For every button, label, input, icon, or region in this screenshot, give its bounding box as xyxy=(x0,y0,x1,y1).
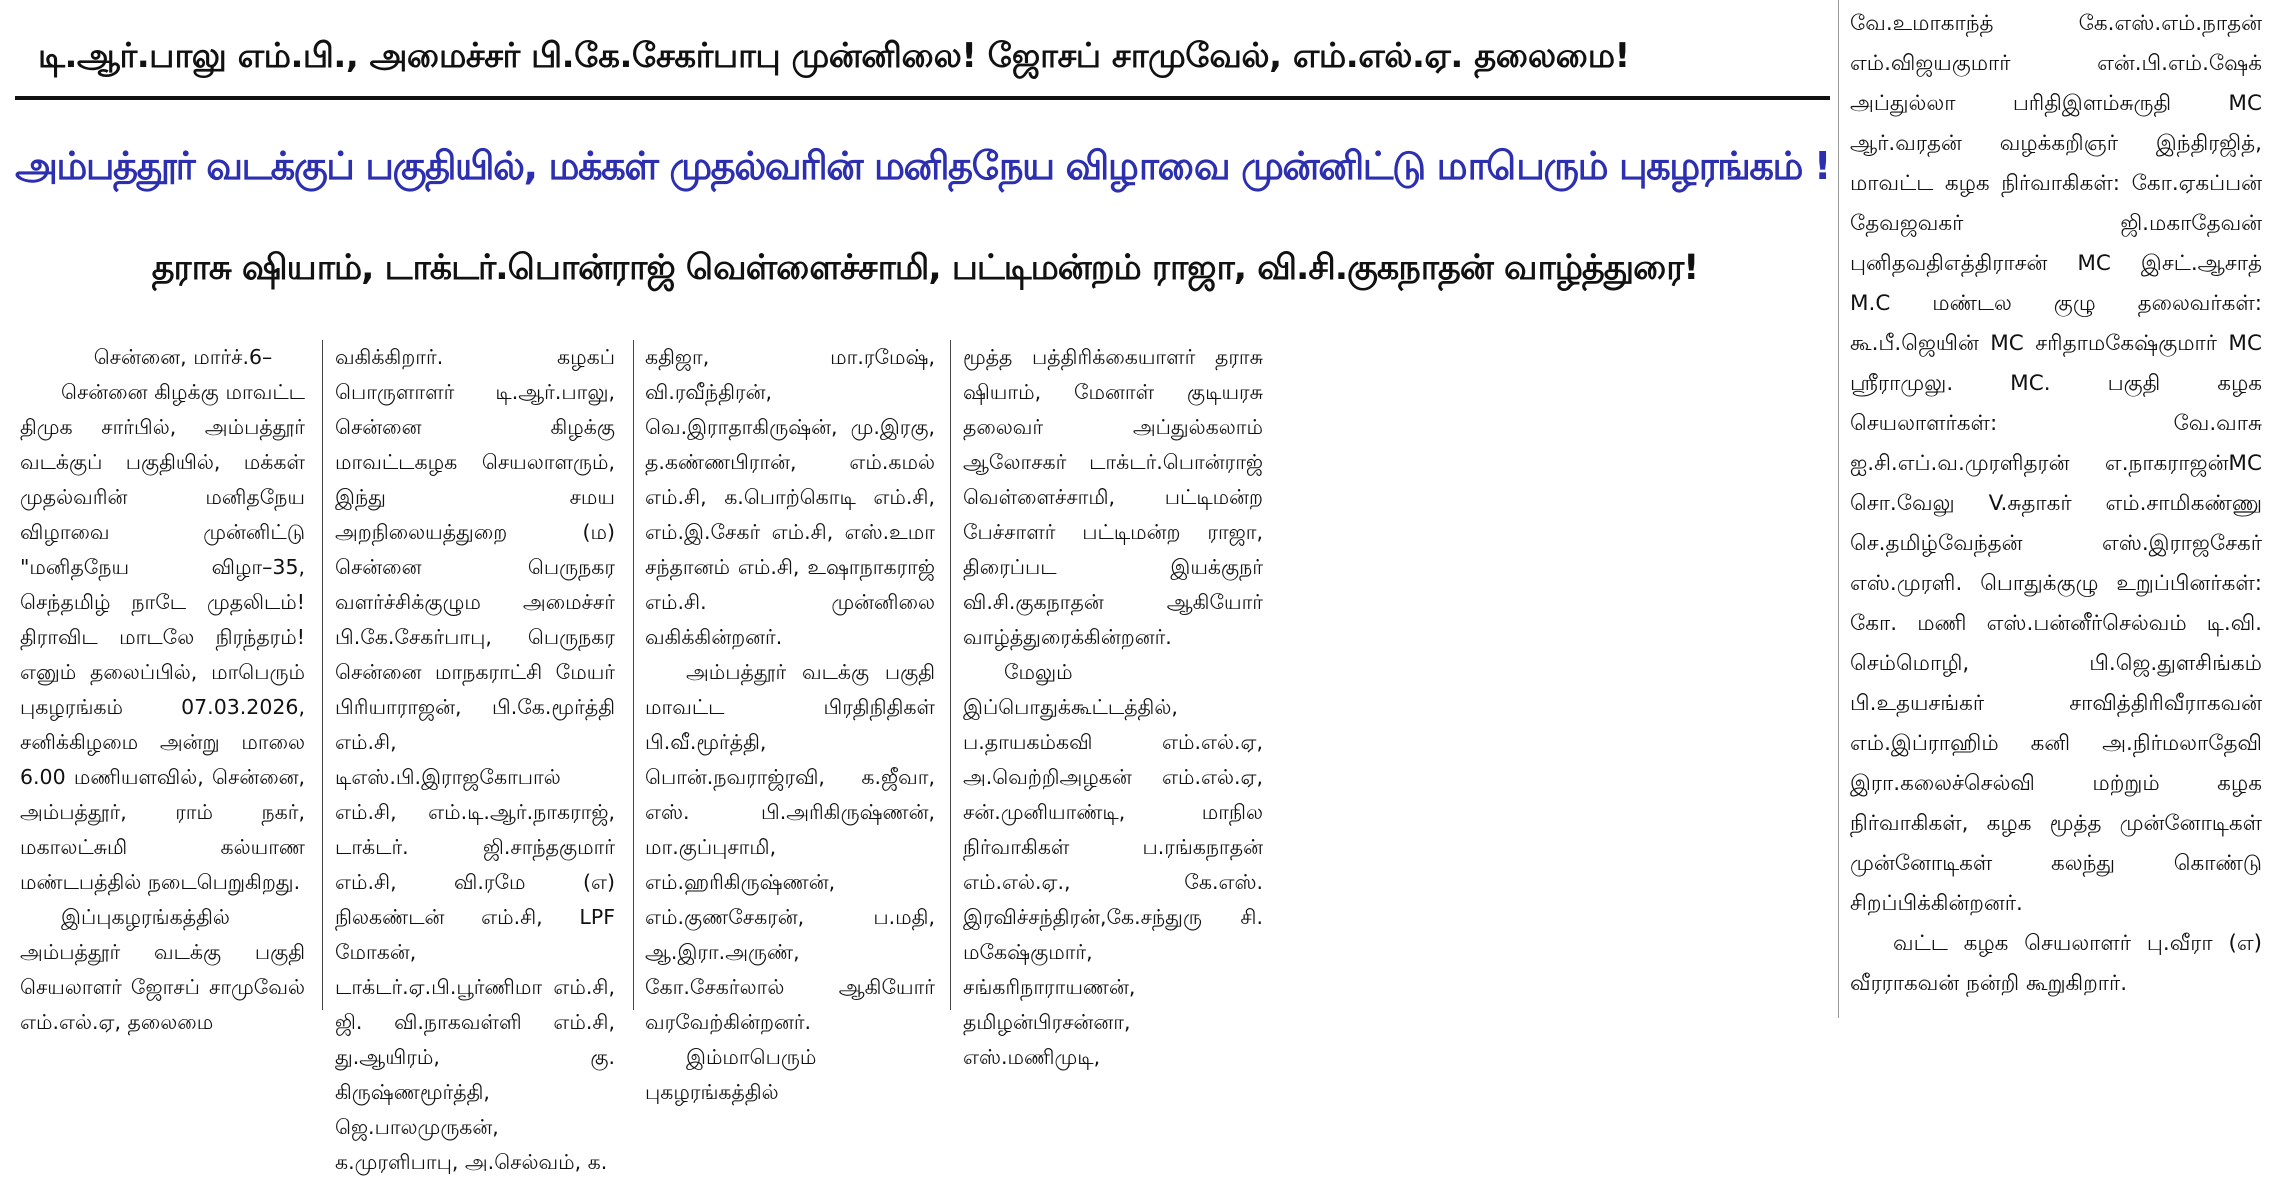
paragraph: கதிஜா, மா.ரமேஷ், வி.ரவீந்திரன், வெ.இராதாகிருஷ்ன், மு.இரகு, த.கண்ணபிரான், எம்.கமல் எம்.சி, க.பொற்கொடி எம்.சி, எம்.இ.சேகர் எம்.சி, எஸ்.உமா சந்தானம் எம்.சி, உஷாநாகராஜ் எம்.சி. முன்னிலை வகிக்கின்றனர். xyxy=(645,345,935,649)
paragraph: வட்ட கழக செயலாளர் பு.வீரா (எ) வீரராகவன் நன்றி கூறுகிறார். xyxy=(1850,931,2262,996)
sidebar-divider xyxy=(1838,0,1839,1018)
article-column-4 xyxy=(963,340,1263,1069)
paragraph: வகிக்கிறார். கழகப் பொருளாளர் டி.ஆர்.பாலு, சென்னை கிழக்கு மாவட்டகழக செயலாளரும், இந்து சமய அறநிலையத்துறை (ம) சென்னை பெருநகர வளர்ச்சிக்குழும அமைச்சர் பி.கே.சேகர்பாபு, பெருநகர சென்னை மாநகராட்சி மேயர் பிரியாராஜன், பி.கே.மூர்த்தி எம்.சி, டிஎஸ்.பி.இராஜகோபால் எம்.சி, எம்.டி.ஆர்.நாகராஜ், டாக்டர். ஜி.சாந்தகுமார் எம்.சி, வி.ரமே (எ) நிலகண்டன் எம்.சி, LPF மோகன், டாக்டர்.ஏ.பி.பூர்ணிமா எம்.சி, ஜி. வி.நாகவள்ளி எம்.சி, து.ஆயிரம், கு. கிருஷ்ணமூர்த்தி, ஜெ.பாலமுருகன், க.முரளிபாபு, அ.செல்வம், க. xyxy=(335,345,615,1174)
headline-main: அம்பத்தூர் வடக்குப் பகுதியில், மக்கள் முதல்வரின் மனிதநேய விழாவை முன்னிட்டு மாபெரும் புகழரங்கம் ! xyxy=(15,144,1830,189)
article-column-2 xyxy=(335,340,615,1174)
article-column-1 xyxy=(20,340,305,1034)
headline-top: டி.ஆர்.பாலு எம்.பி., அமைச்சர் பி.கே.சேகர்பாபு முன்னிலை! ஜோசப் சாமுவேல், எம்.எல்.ஏ. தலைமை! xyxy=(38,36,1630,76)
column-divider xyxy=(322,340,323,1010)
dateline: சென்னை, மார்ச்.6– xyxy=(93,345,273,369)
sidebar-column xyxy=(1850,4,2262,1009)
paragraph: மேலும் இப்பொதுக்கூட்டத்தில், ப.தாயகம்கவி எம்.எல்.ஏ, அ.வெற்றிஅழகன் எம்.எல்.ஏ, சன்.முனியாண்டி, மாநில நிர்வாகிகள் ப.ரங்கநாதன் எம்.எல்.ஏ., கே.எஸ். இரவிச்சந்திரன்,கே.சந்துரு சி. மகேஷ்குமார், சங்கரிநாராயணன், தமிழன்பிரசன்னா, எஸ்.மணிமுடி, xyxy=(963,660,1263,1069)
paragraph: இப்புகழரங்கத்தில் அம்பத்தூர் வடக்கு பகுதி செயலாளர் ஜோசப் சாமுவேல் எம்.எல்.ஏ, தலைமை xyxy=(20,905,305,1034)
article-column-3 xyxy=(645,340,935,1104)
headline-sub: தராசு ஷியாம், டாக்டர்.பொன்ராஜ் வெள்ளைச்சாமி, பட்டிமன்றம் ராஜா, வி.சி.குகநாதன் வாழ்த்துரை! xyxy=(151,248,1699,288)
paragraph: சென்னை கிழக்கு மாவட்ட திமுக சார்பில், அம்பத்தூர் வடக்குப் பகுதியில், மக்கள் முதல்வரின் மனிதநேய விழாவை முன்னிட்டு "மனிதநேய விழா–35, செந்தமிழ் நாடே முதலிடம்! திராவிட மாடலே நிரந்தரம்! எனும் தலைப்பில், மாபெரும் புகழரங்கம் 07.03.2026, சனிக்கிழமை அன்று மாலை 6.00 மணியளவில், சென்னை, அம்பத்தூர், ராம் நகர், மகாலட்சுமி கல்யாண மண்டபத்தில் நடைபெறுகிறது. xyxy=(20,380,305,894)
column-divider xyxy=(633,340,634,1010)
column-divider xyxy=(950,340,951,1010)
paragraph: அம்பத்தூர் வடக்கு பகுதி மாவட்ட பிரதிநிதிகள் பி.வீ.மூர்த்தி, பொன்.நவராஜ்ரவி, க.ஜீவா, எஸ். பி.அரிகிருஷ்ணன், மா.குப்புசாமி, எம்.ஹரிகிருஷ்ணன், எம்.குணசேகரன், ப.மதி, ஆ.இரா.அருண், கோ.சேகர்லால் ஆகியோர் வரவேற்கின்றனர். xyxy=(645,660,935,1034)
paragraph: வே.உமாகாந்த் கே.எஸ்.எம்.நாதன் எம்.விஜயகுமார் என்.பி.எம்.ஷேக் அப்துல்லா பரிதிஇளம்சுருதி MC ஆர்.வரதன் வழக்கறிஞர் இந்திரஜித், மாவட்ட கழக நிர்வாகிகள்: கோ.ஏகப்பன் தேவஜவகர் ஜி.மகாதேவன் புனிதவதிஎத்திராசன் MC இசட்.ஆசாத் M.C மண்டல குழு தலைவர்கள்: கூ.பீ.ஜெயின் MC சரிதாமகேஷ்குமார் MC ஸ்ரீராமுலு. MC. பகுதி கழக செயலாளர்கள்: வே.வாசு ஐ.சி.எப்.வ.முரளிதரன் எ.நாகராஜன்MC சொ.வேலு V.சுதாகர் எம்.சாமிகண்ணு செ.தமிழ்வேந்தன் எஸ்.இராஜசேகர் எஸ்.முரளி. பொதுக்குழு உறுப்பினர்கள்: கோ. மணி எஸ்.பன்னீர்செல்வம் டி.வி. செம்மொழி, பி.ஜெ.துளசிங்கம் பி.உதயசங்கர் சாவித்திரிவீராகவன் எம்.இப்ராஹிம் கனி அ.நிர்மலாதேவி இரா.கலைச்செல்வி மற்றும் கழக நிர்வாகிகள், கழக மூத்த முன்னோடிகள் முன்னோடிகள் கலந்து கொண்டு சிறப்பிக்கின்றனர். xyxy=(1850,11,2262,916)
paragraph: மூத்த பத்திரிக்கையாளர் தராசு ஷியாம், மேனாள் குடியரசு தலைவர் அப்துல்கலாம் ஆலோசகர் டாக்டர்.பொன்ராஜ் வெள்ளைச்சாமி, பட்டிமன்ற பேச்சாளர் பட்டிமன்ற ராஜா, திரைப்பட இயக்குநர் வி.சி.குகநாதன் ஆகியோர் வாழ்த்துரைக்கின்றனர். xyxy=(963,345,1263,649)
headline-rule xyxy=(15,96,1830,100)
paragraph: இம்மாபெரும் புகழரங்கத்தில் xyxy=(645,1045,817,1104)
